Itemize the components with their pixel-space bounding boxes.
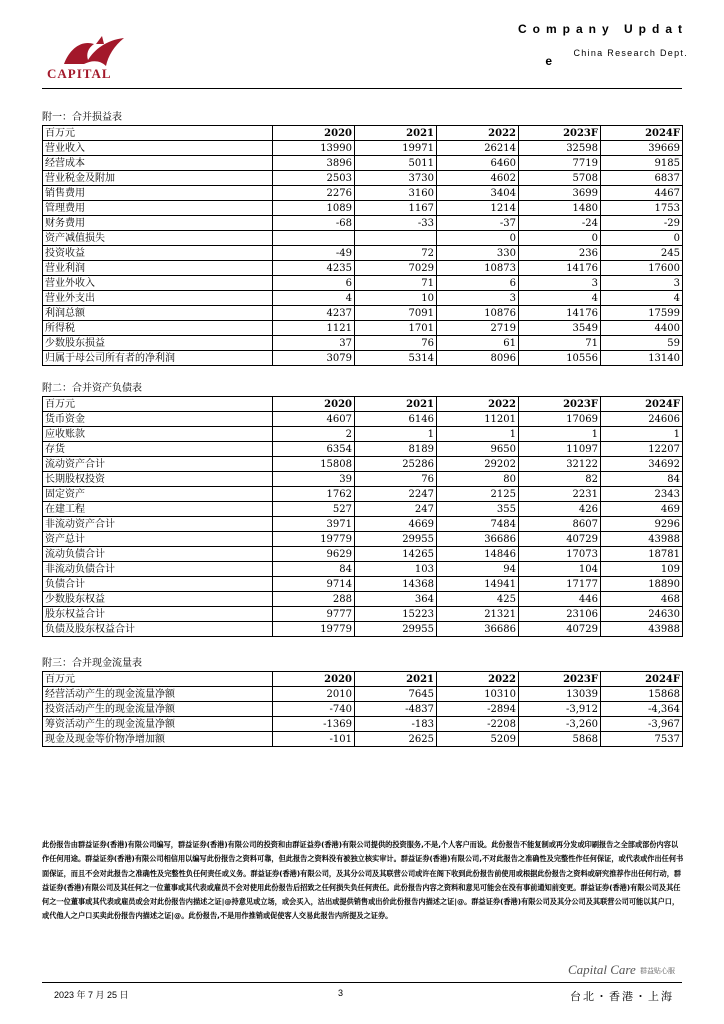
table-row [43,717,683,732]
row-label: 利润总额 [43,306,273,321]
report-header [468,22,688,58]
column-header-year: 2023F [519,672,601,687]
row-value: 10556 [519,351,601,366]
income-statement-table [42,125,683,366]
row-value: -2894 [437,702,519,717]
row-label: 营业税金及附加 [43,171,273,186]
row-value: 11201 [437,412,519,427]
row-value: 0 [437,231,519,246]
row-value: 3079 [273,351,355,366]
row-label: 财务费用 [43,216,273,231]
row-value: 2276 [273,186,355,201]
row-value: 10310 [437,687,519,702]
capital-care-chinese: 群益贴心服 [640,967,675,975]
row-value: 4 [519,291,601,306]
row-value: 13039 [519,687,601,702]
row-value: 6 [437,276,519,291]
row-value: 330 [437,246,519,261]
row-value: 14846 [437,547,519,562]
row-value: -4837 [355,702,437,717]
column-header-year: 2023F [519,397,601,412]
row-value: 24606 [601,412,683,427]
row-label: 归属于母公司所有者的净利润 [43,351,273,366]
row-value: 236 [519,246,601,261]
row-value: 3160 [355,186,437,201]
row-value: 103 [355,562,437,577]
table-row [43,517,683,532]
row-value: 19779 [273,532,355,547]
row-value: 3 [601,276,683,291]
row-label: 营业利润 [43,261,273,276]
table-row [43,291,683,306]
table-row [43,427,683,442]
row-value: 5314 [355,351,437,366]
income-statement-title: 附一：合并损益表 [42,112,122,123]
row-value: 32598 [519,141,601,156]
row-value: 36686 [437,532,519,547]
row-value: -101 [273,732,355,747]
row-value: 7091 [355,306,437,321]
row-value: 1753 [601,201,683,216]
row-value: 6146 [355,412,437,427]
row-value: 29955 [355,532,437,547]
row-label: 负债合计 [43,577,273,592]
row-value: -2208 [437,717,519,732]
row-value: 43988 [601,622,683,637]
row-value: 18781 [601,547,683,562]
row-label: 存货 [43,442,273,457]
row-value: 40729 [519,532,601,547]
column-header-year: 2023F [519,126,601,141]
column-header-unit: 百万元 [43,126,273,141]
row-value: 15868 [601,687,683,702]
row-value: 3 [437,291,519,306]
balance-sheet-section [42,381,683,637]
table-row [43,532,683,547]
row-value: 364 [355,592,437,607]
row-value: 18890 [601,577,683,592]
row-value: -68 [273,216,355,231]
row-value: 9185 [601,156,683,171]
row-value: 15223 [355,607,437,622]
row-value: 9296 [601,517,683,532]
row-value: 7484 [437,517,519,532]
row-label: 流动资产合计 [43,457,273,472]
column-header-year: 2020 [273,672,355,687]
row-value: 2625 [355,732,437,747]
row-value: 1 [601,427,683,442]
column-header-year: 2020 [273,126,355,141]
row-value: 43988 [601,532,683,547]
row-label: 少数股东损益 [43,336,273,351]
row-label: 营业外收入 [43,276,273,291]
page-number: 3 [338,988,344,998]
row-value: 5011 [355,156,437,171]
row-value: -4,364 [601,702,683,717]
row-value: 2010 [273,687,355,702]
row-value: 425 [437,592,519,607]
row-value: 29955 [355,622,437,637]
column-header-year: 2021 [355,672,437,687]
cash-flow-section [42,656,683,747]
table-row [43,141,683,156]
row-value: 3699 [519,186,601,201]
row-value: 72 [355,246,437,261]
column-header-year: 2021 [355,126,437,141]
table-row [43,732,683,747]
row-value: 469 [601,502,683,517]
row-label: 营业外支出 [43,291,273,306]
row-value: 39669 [601,141,683,156]
table-row [43,171,683,186]
row-value: 17177 [519,577,601,592]
row-value: 247 [355,502,437,517]
column-header-year: 2024F [601,126,683,141]
row-value: 3549 [519,321,601,336]
row-label: 长期股权投资 [43,472,273,487]
office-cities: 台北・香港・上海 [570,990,674,1003]
row-value: 1 [519,427,601,442]
row-value: 355 [437,502,519,517]
row-value: 13140 [601,351,683,366]
row-value: 3 [519,276,601,291]
row-value: 3730 [355,171,437,186]
row-value: 36686 [437,622,519,637]
row-label: 现金及现金等价物净增加额 [43,732,273,747]
row-value: -3,967 [601,717,683,732]
row-label: 固定资产 [43,487,273,502]
row-value: 14176 [519,261,601,276]
balance-sheet-title: 附二：合并资产负债表 [42,383,142,394]
row-value: 80 [437,472,519,487]
row-value: 1 [355,427,437,442]
table-row [43,186,683,201]
row-value: 24630 [601,607,683,622]
table-row [43,351,683,366]
income-statement-section [42,110,683,366]
row-value: 17599 [601,306,683,321]
row-value: 10873 [437,261,519,276]
row-value: 1121 [273,321,355,336]
row-value: 7645 [355,687,437,702]
report-type-title: Company Updat [517,22,688,36]
table-row [43,412,683,427]
row-label: 少数股东权益 [43,592,273,607]
table-row [43,231,683,246]
row-value: 29202 [437,457,519,472]
report-type-title-tail: e [545,54,552,68]
row-value: 39 [273,472,355,487]
row-value: 14265 [355,547,437,562]
row-label: 非流动资产合计 [43,517,273,532]
table-row [43,201,683,216]
row-value: 1167 [355,201,437,216]
row-value: 2231 [519,487,601,502]
table-row [43,336,683,351]
row-value: 4237 [273,306,355,321]
table-row [43,502,683,517]
table-row [43,592,683,607]
row-value: 4467 [601,186,683,201]
logo-text: CAPITAL [47,66,112,81]
row-value: 245 [601,246,683,261]
row-value: 3896 [273,156,355,171]
row-value: 468 [601,592,683,607]
row-value: 15808 [273,457,355,472]
row-value: 32122 [519,457,601,472]
row-value: 61 [437,336,519,351]
row-value: 10 [355,291,437,306]
table-row [43,472,683,487]
row-value: 9777 [273,607,355,622]
row-value: 14368 [355,577,437,592]
table-row [43,216,683,231]
table-row [43,607,683,622]
row-value: 26214 [437,141,519,156]
row-value: 6460 [437,156,519,171]
row-value: 8189 [355,442,437,457]
row-value: 71 [519,336,601,351]
row-value: 25286 [355,457,437,472]
capital-care-logo: Capital Care [568,962,636,977]
table-row [43,702,683,717]
row-value: 1480 [519,201,601,216]
row-value: 2343 [601,487,683,502]
row-label: 在建工程 [43,502,273,517]
row-value: 0 [601,231,683,246]
table-row [43,547,683,562]
row-label: 投资收益 [43,246,273,261]
row-value: 12207 [601,442,683,457]
row-value: 17069 [519,412,601,427]
row-label: 股东权益合计 [43,607,273,622]
cash-flow-table [42,671,683,747]
row-value: 23106 [519,607,601,622]
table-row [43,276,683,291]
row-value: 1089 [273,201,355,216]
row-label: 营业收入 [43,141,273,156]
row-value: 10876 [437,306,519,321]
row-value: 527 [273,502,355,517]
row-value: 5209 [437,732,519,747]
row-value: 1 [437,427,519,442]
row-value: 21321 [437,607,519,622]
row-label: 非流动负债合计 [43,562,273,577]
row-value: 37 [273,336,355,351]
column-header-year: 2021 [355,397,437,412]
row-label: 经营活动产生的现金流量净额 [43,687,273,702]
row-value: 288 [273,592,355,607]
row-value: -37 [437,216,519,231]
row-value: 4235 [273,261,355,276]
row-value: 9714 [273,577,355,592]
row-value: -49 [273,246,355,261]
row-label: 筹资活动产生的现金流量净额 [43,717,273,732]
balance-sheet-table [42,396,683,637]
row-label: 应收账款 [43,427,273,442]
table-row [43,577,683,592]
row-value: 1214 [437,201,519,216]
table-row [43,622,683,637]
row-value: 4607 [273,412,355,427]
row-value: 14941 [437,577,519,592]
row-value: 17073 [519,547,601,562]
table-row [43,487,683,502]
row-label: 投资活动产生的现金流量净额 [43,702,273,717]
table-row [43,321,683,336]
row-value: 59 [601,336,683,351]
column-header-unit: 百万元 [43,672,273,687]
table-row [43,562,683,577]
row-value: 71 [355,276,437,291]
row-value: -33 [355,216,437,231]
row-value: 76 [355,336,437,351]
row-value: 4 [601,291,683,306]
row-value [355,231,437,246]
row-value: 6837 [601,171,683,186]
footer-divider [42,982,682,983]
table-row [43,261,683,276]
table-row [43,246,683,261]
row-value: 4669 [355,517,437,532]
row-value: 5868 [519,732,601,747]
row-value: 1762 [273,487,355,502]
row-value: 11097 [519,442,601,457]
row-value: 34692 [601,457,683,472]
row-value: 1701 [355,321,437,336]
row-value: -3,912 [519,702,601,717]
row-value: 446 [519,592,601,607]
row-label: 管理费用 [43,201,273,216]
table-header-row [43,672,683,687]
row-value: 8096 [437,351,519,366]
row-label: 货币资金 [43,412,273,427]
row-value: 2247 [355,487,437,502]
column-header-year: 2022 [437,672,519,687]
row-value: 9629 [273,547,355,562]
row-value: 17600 [601,261,683,276]
cash-flow-title: 附三：合并现金流量表 [42,658,142,669]
table-row [43,442,683,457]
column-header-unit: 百万元 [43,397,273,412]
row-value: -1369 [273,717,355,732]
row-value: 426 [519,502,601,517]
row-value: 76 [355,472,437,487]
row-value: 40729 [519,622,601,637]
row-value: 14176 [519,306,601,321]
column-header-year: 2022 [437,397,519,412]
row-label: 所得税 [43,321,273,336]
row-value: -183 [355,717,437,732]
column-header-year: 2024F [601,672,683,687]
row-value: 5708 [519,171,601,186]
row-value: 109 [601,562,683,577]
row-value: 7719 [519,156,601,171]
row-value: -740 [273,702,355,717]
row-label: 销售费用 [43,186,273,201]
row-value: 2125 [437,487,519,502]
row-value [273,231,355,246]
row-value: 0 [519,231,601,246]
row-value: 4 [273,291,355,306]
row-value: 84 [601,472,683,487]
header-divider [42,88,682,89]
report-date: 2023 年 7 月 25 日 [54,990,129,1000]
row-value: -3,260 [519,717,601,732]
row-value: 6 [273,276,355,291]
row-label: 资产减值损失 [43,231,273,246]
table-row [43,457,683,472]
disclaimer-text: 此份报告由群益证券(香港)有限公司编写，群益证券(香港)有限公司的投资和由群证益券(香港)有限公司提供的投资服务,不是,个人客户而设。此份报告不能复制或再分发或印刷报告之全部或部份内容以作任何用途。群益证券(香港)有限公司相信用以编写此份报告之资料可靠，但此报告之资料没有被独立核实审计。群益证券(香港)有限公司,不对此报告之准确性及完整性作任何保证，或代表或作出任何书面保证，而且不会对此报告之准确性及完整性负任何责任或义务。群益证券(香港)有限公司，及其分公司及其联营公司或许在阁下收到此份报告前使用或根据此份报告之资料或研究推荐作出任何行动，群益证券(香港)有限公司及其任何之一位董事或其代表或雇员不会对使用此份报告后招致之任何损失负任何责任。此份报告内容之资料和意见可能会在没有事前通知前变更。群益证券(香港)有限公司及其任何之一位董事或其代表或雇员或会对此份报告内描述之证|@持意见或立场，或会买入，沽出或提供销售或出价此份报告内描述之证|@。群益证券(香港)有限公司及其分公司及其联营公司可能以其户口，或代他人之户口买卖此份报告内描述之证|@。此份报告,不是用作推销或促使客人交易此报告内所提及之证券。 [42,840,684,921]
row-value: 4400 [601,321,683,336]
row-value: 3971 [273,517,355,532]
department-subtitle: China Research Dept. [573,48,688,58]
table-header-row [43,397,683,412]
row-value: 84 [273,562,355,577]
row-value: 2 [273,427,355,442]
row-value: 104 [519,562,601,577]
row-value: 82 [519,472,601,487]
row-value: 8607 [519,517,601,532]
column-header-year: 2024F [601,397,683,412]
row-value: 7029 [355,261,437,276]
row-value: 6354 [273,442,355,457]
column-header-year: 2022 [437,126,519,141]
row-value: 2719 [437,321,519,336]
table-header-row [43,126,683,141]
column-header-year: 2020 [273,397,355,412]
row-value: 94 [437,562,519,577]
row-value: 9650 [437,442,519,457]
row-value: 3404 [437,186,519,201]
row-label: 资产总计 [43,532,273,547]
table-row [43,306,683,321]
row-label: 流动负债合计 [43,547,273,562]
row-label: 负债及股东权益合计 [43,622,273,637]
row-value: 4602 [437,171,519,186]
row-value: -24 [519,216,601,231]
row-value: 2503 [273,171,355,186]
table-row [43,156,683,171]
row-value: 7537 [601,732,683,747]
row-value: -29 [601,216,683,231]
row-value: 13990 [273,141,355,156]
row-value: 19779 [273,622,355,637]
table-row [43,687,683,702]
row-label: 经营成本 [43,156,273,171]
row-value: 19971 [355,141,437,156]
